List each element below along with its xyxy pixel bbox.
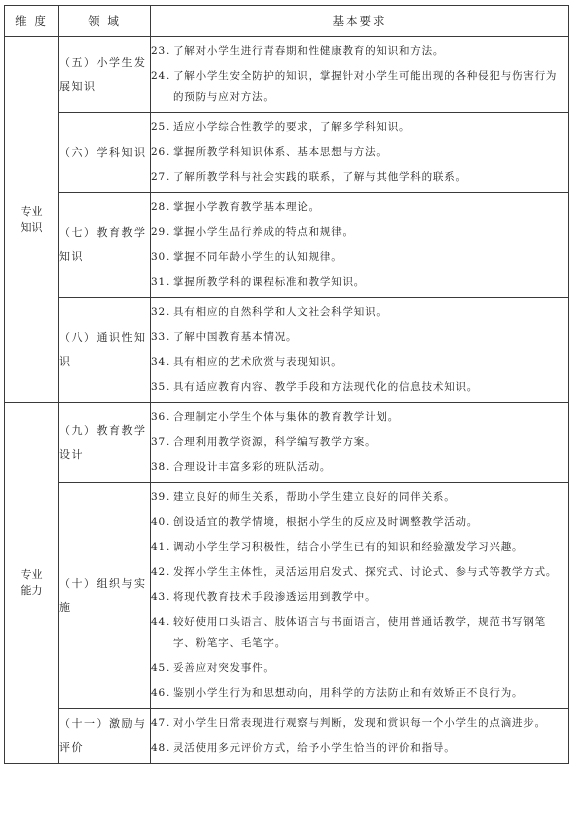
requirement-item bbox=[151, 658, 568, 679]
requirement-number: 48. bbox=[151, 742, 171, 754]
requirement-item bbox=[151, 562, 568, 583]
requirement-item bbox=[151, 302, 568, 323]
requirement-number: 45. bbox=[151, 662, 171, 674]
requirement-text: 了解所教学科与社会实践的联系，了解与其他学科的联系。 bbox=[173, 171, 467, 183]
table-row bbox=[5, 298, 569, 403]
table-row bbox=[5, 113, 569, 193]
requirement-number: 28. bbox=[151, 201, 171, 213]
requirement-text: 适应小学综合性教学的要求，了解多学科知识。 bbox=[173, 121, 411, 133]
requirement-text: 较好使用口头语言、肢体语言与书面语言，使用普通话教学，规范书写钢笔字、粉笔字、毛笔字。 bbox=[173, 616, 546, 649]
requirement-text: 了解小学生安全防护的知识，掌握针对小学生可能出现的各种侵犯与伤害行为的预防与应对方法。 bbox=[173, 70, 558, 103]
requirement-list bbox=[151, 487, 568, 704]
requirement-list bbox=[151, 407, 568, 478]
requirement-number: 32. bbox=[151, 306, 171, 318]
requirement-number: 39. bbox=[151, 491, 171, 503]
requirement-text: 对小学生日常表现进行观察与判断，发现和赏识每一个小学生的点滴进步。 bbox=[173, 717, 546, 729]
requirement-text: 具有相应的艺术欣赏与表现知识。 bbox=[173, 356, 343, 368]
requirement-text: 掌握所教学科的课程标准和教学知识。 bbox=[173, 276, 366, 288]
table-row bbox=[5, 403, 569, 483]
requirement-number: 38. bbox=[151, 461, 171, 473]
requirement-item bbox=[151, 713, 568, 734]
domain-label: （九）教育教学设计 bbox=[59, 403, 151, 483]
requirements-cell bbox=[151, 298, 569, 403]
requirement-text: 掌握不同年龄小学生的认知规律。 bbox=[173, 251, 343, 263]
header-row bbox=[5, 6, 569, 37]
requirement-item bbox=[151, 167, 568, 188]
requirement-number: 34. bbox=[151, 356, 171, 368]
requirements-cell bbox=[151, 709, 569, 764]
requirement-text: 掌握小学教育教学基本理论。 bbox=[173, 201, 320, 213]
requirement-text: 掌握小学生品行养成的特点和规律。 bbox=[173, 226, 354, 238]
domain-label: （七）教育教学知识 bbox=[59, 193, 151, 298]
requirement-text: 了解对小学生进行青春期和性健康教育的知识和方法。 bbox=[173, 45, 445, 57]
requirement-item bbox=[151, 352, 568, 373]
requirements-cell bbox=[151, 113, 569, 193]
header-domain: 领 域 bbox=[59, 6, 151, 37]
domain-label: （十一）激励与评价 bbox=[59, 709, 151, 764]
requirement-number: 36. bbox=[151, 411, 171, 423]
table-row bbox=[5, 37, 569, 113]
requirement-text: 具有相应的自然科学和人文社会科学知识。 bbox=[173, 306, 388, 318]
dimension-label: 专业能力 bbox=[20, 568, 43, 597]
requirement-item bbox=[151, 512, 568, 533]
requirement-text: 调动小学生学习积极性，结合小学生已有的知识和经验激发学习兴趣。 bbox=[173, 541, 524, 553]
requirement-text: 掌握所教学科知识体系、基本思想与方法。 bbox=[173, 146, 388, 158]
requirement-text: 了解中国教育基本情况。 bbox=[173, 331, 298, 343]
requirements-cell bbox=[151, 37, 569, 113]
requirement-number: 42. bbox=[151, 566, 171, 578]
requirements-cell bbox=[151, 483, 569, 709]
requirement-list bbox=[151, 197, 568, 293]
table-row bbox=[5, 193, 569, 298]
requirement-item bbox=[151, 272, 568, 293]
requirement-item bbox=[151, 487, 568, 508]
requirement-number: 44. bbox=[151, 616, 171, 628]
requirement-item bbox=[151, 612, 568, 654]
requirement-item bbox=[151, 222, 568, 243]
requirement-item bbox=[151, 457, 568, 478]
dimension-label: 专业知识 bbox=[20, 204, 43, 234]
requirement-text: 建立良好的师生关系，帮助小学生建立良好的同伴关系。 bbox=[173, 491, 456, 503]
requirement-text: 合理利用教学资源，科学编写教学方案。 bbox=[173, 436, 377, 448]
requirement-text: 创设适宜的教学情境，根据小学生的反应及时调整教学活动。 bbox=[173, 516, 479, 528]
requirement-number: 26. bbox=[151, 146, 171, 158]
requirement-number: 46. bbox=[151, 687, 171, 699]
requirement-item bbox=[151, 327, 568, 348]
standards-table bbox=[4, 5, 569, 764]
requirement-item bbox=[151, 41, 568, 62]
domain-label: （十）组织与实施 bbox=[59, 483, 151, 709]
requirement-text: 灵活使用多元评价方式，给予小学生恰当的评价和指导。 bbox=[173, 742, 456, 754]
requirement-item bbox=[151, 197, 568, 218]
requirement-number: 29. bbox=[151, 226, 171, 238]
requirement-text: 将现代教育技术手段渗透运用到教学中。 bbox=[173, 591, 377, 603]
requirement-text: 合理设计丰富多彩的班队活动。 bbox=[173, 461, 332, 473]
requirement-item bbox=[151, 247, 568, 268]
requirement-text: 发挥小学生主体性，灵活运用启发式、探究式、讨论式、参与式等教学方式。 bbox=[173, 566, 558, 578]
requirement-item bbox=[151, 407, 568, 428]
requirement-number: 40. bbox=[151, 516, 171, 528]
dimension-cell bbox=[5, 403, 59, 764]
requirement-number: 33. bbox=[151, 331, 171, 343]
requirements-cell bbox=[151, 193, 569, 298]
requirement-number: 31. bbox=[151, 276, 171, 288]
dimension-cell bbox=[5, 37, 59, 403]
requirement-number: 23. bbox=[151, 45, 171, 57]
table-body bbox=[5, 37, 569, 764]
requirement-number: 35. bbox=[151, 381, 171, 393]
requirement-item bbox=[151, 537, 568, 558]
requirement-list bbox=[151, 302, 568, 398]
requirement-item bbox=[151, 117, 568, 138]
requirement-item bbox=[151, 66, 568, 108]
table-row bbox=[5, 483, 569, 709]
requirement-text: 鉴别小学生行为和思想动向，用科学的方法防止和有效矫正不良行为。 bbox=[173, 687, 524, 699]
requirement-text: 合理制定小学生个体与集体的教育教学计划。 bbox=[173, 411, 399, 423]
domain-label: （八）通识性知识 bbox=[59, 298, 151, 403]
domain-label: （六）学科知识 bbox=[59, 113, 151, 193]
requirement-list bbox=[151, 713, 568, 759]
requirement-number: 25. bbox=[151, 121, 171, 133]
requirement-list bbox=[151, 117, 568, 188]
requirement-number: 37. bbox=[151, 436, 171, 448]
requirement-number: 47. bbox=[151, 717, 171, 729]
requirement-item bbox=[151, 142, 568, 163]
requirement-item bbox=[151, 587, 568, 608]
requirements-cell bbox=[151, 403, 569, 483]
requirement-item bbox=[151, 738, 568, 759]
requirement-text: 妥善应对突发事件。 bbox=[173, 662, 275, 674]
requirement-item bbox=[151, 683, 568, 704]
header-requirements: 基本要求 bbox=[151, 6, 569, 37]
requirement-item bbox=[151, 432, 568, 453]
requirement-text: 具有适应教育内容、教学手段和方法现代化的信息技术知识。 bbox=[173, 381, 479, 393]
table-row bbox=[5, 709, 569, 764]
requirement-number: 43. bbox=[151, 591, 171, 603]
requirement-number: 41. bbox=[151, 541, 171, 553]
domain-label: （五）小学生发展知识 bbox=[59, 37, 151, 113]
requirement-number: 30. bbox=[151, 251, 171, 263]
requirement-number: 27. bbox=[151, 171, 171, 183]
requirement-item bbox=[151, 377, 568, 398]
requirement-list bbox=[151, 41, 568, 108]
header-dimension: 维 度 bbox=[5, 6, 59, 37]
requirement-number: 24. bbox=[151, 70, 171, 82]
